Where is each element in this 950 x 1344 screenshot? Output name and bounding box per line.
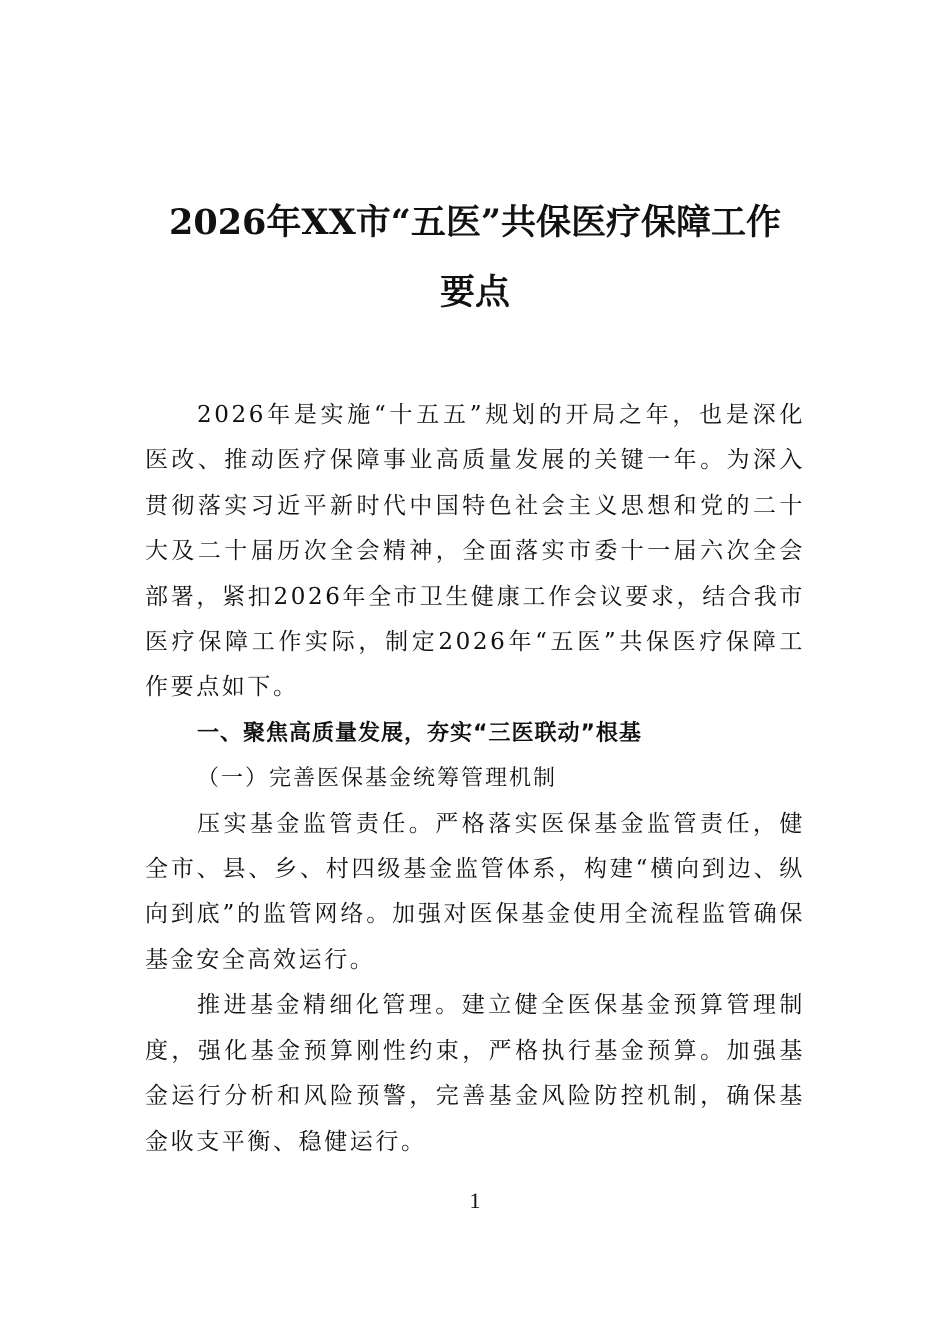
document-title [120,188,830,328]
title-line-1: 2026年XX市“五医”共保医疗保障工作 [169,202,781,243]
subsection-heading: （一）完善医保基金统筹管理机制 [197,766,558,792]
page-number: 1 [469,1188,481,1213]
document-body [145,393,805,1165]
body-paragraph-1: 压实基金监管责任。严格落实医保基金监管责任，健全市、县、乡、村四级基金监管体系，构建“横向到边、纵向到底”的监管网络。加强对医保基金使用全流程监管确保基金安全高效运行。 [145,810,805,973]
title-line-2: 要点 [439,272,510,313]
section-heading: 一、聚焦高质量发展，夯实“三医联动”根基 [197,720,642,746]
intro-paragraph: 2026年是实施“十五五”规划的开局之年，也是深化医改、推动医疗保障事业高质量发展的关键一年。为深入贯彻落实习近平新时代中国特色社会主义思想和党的二十大及二十届历次全会精神，全面落实市委十一届六次全会部署，紧扣2026年全市卫生健康工作会议要求，结合我市医疗保障工作实际，制定2026年“五医”共保医疗保障工作要点如下。 [145,402,805,701]
body-paragraph-2: 推进基金精细化管理。建立健全医保基金预算管理制度，强化基金预算刚性约束，严格执行基金预算。加强基金运行分析和风险预警，完善基金风险防控机制，确保基金收支平衡、稳健运行。 [145,992,805,1155]
